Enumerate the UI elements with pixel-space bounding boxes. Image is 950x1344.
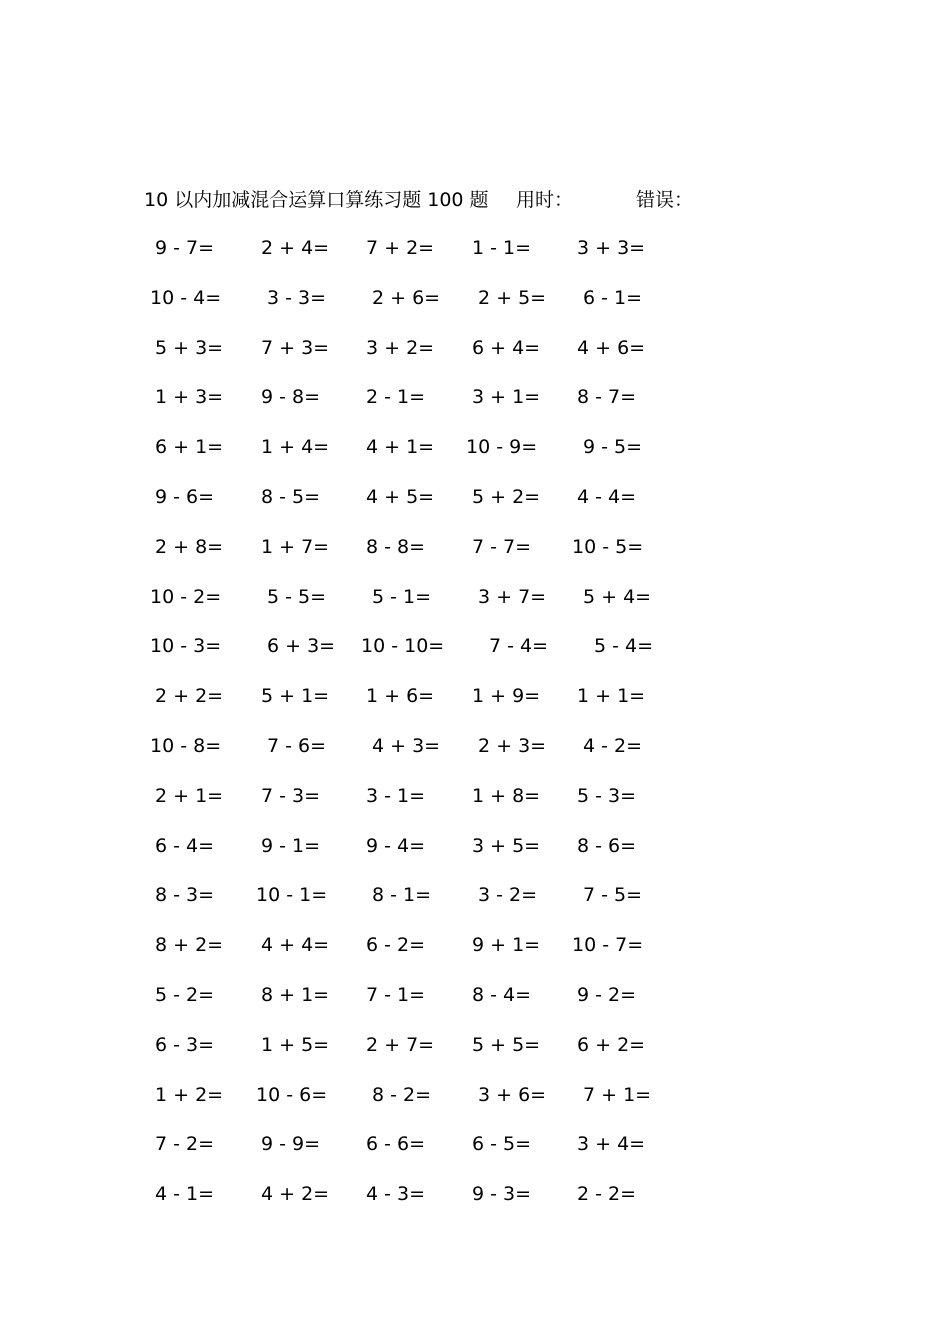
problem-item: 6 + 4= (472, 336, 541, 359)
problem-item: 4 + 4= (261, 934, 330, 957)
problem-item: 7 + 3= (261, 336, 330, 359)
problem-item: 2 - 2= (577, 1183, 637, 1206)
problem-item: 3 + 6= (478, 1083, 547, 1106)
problem-item: 8 - 4= (472, 983, 532, 1006)
problem-item: 4 + 3= (372, 734, 441, 757)
problem-item: 6 - 2= (366, 934, 426, 957)
problem-row (0, 880, 950, 930)
problem-item: 2 + 5= (478, 286, 547, 309)
problem-item: 10 - 8= (150, 734, 222, 757)
problem-item: 7 - 3= (261, 784, 321, 807)
problem-item: 10 - 7= (572, 934, 644, 957)
problem-row (0, 1129, 950, 1179)
problem-item: 1 + 1= (577, 685, 646, 708)
problem-item: 6 - 5= (472, 1133, 532, 1156)
problem-item: 3 + 7= (478, 585, 547, 608)
problem-item: 7 - 4= (489, 635, 549, 658)
problem-item: 5 + 4= (583, 585, 652, 608)
problem-item: 1 + 2= (155, 1083, 224, 1106)
problem-item: 4 - 1= (155, 1183, 215, 1206)
problem-item: 1 + 8= (472, 784, 541, 807)
problem-row (0, 532, 950, 582)
problem-row (0, 1080, 950, 1130)
problem-item: 8 - 2= (372, 1083, 432, 1106)
problem-item: 3 + 4= (577, 1133, 646, 1156)
problem-item: 9 - 1= (261, 834, 321, 857)
problem-item: 4 - 2= (583, 734, 643, 757)
problem-item: 1 + 6= (366, 685, 435, 708)
problem-row (0, 1030, 950, 1080)
problem-row (0, 382, 950, 432)
problem-item: 4 + 2= (261, 1183, 330, 1206)
problem-item: 2 + 1= (155, 784, 224, 807)
problem-item: 7 - 2= (155, 1133, 215, 1156)
problem-item: 2 + 2= (155, 685, 224, 708)
problem-item: 10 - 1= (256, 884, 328, 907)
problem-item: 1 + 7= (261, 535, 330, 558)
problem-item: 6 - 1= (583, 286, 643, 309)
problem-item: 5 + 3= (155, 336, 224, 359)
problem-item: 5 + 2= (472, 485, 541, 508)
worksheet-title: 10 以内加减混合运算口算练习题 100 题 (144, 189, 489, 211)
problem-item: 2 + 6= (372, 286, 441, 309)
worksheet-header (144, 185, 744, 215)
problem-row (0, 333, 950, 383)
problem-item: 7 - 6= (267, 734, 327, 757)
problem-item: 7 + 1= (583, 1083, 652, 1106)
problem-item: 2 - 1= (366, 386, 426, 409)
problem-item: 10 - 3= (150, 635, 222, 658)
problem-item: 9 - 3= (472, 1183, 532, 1206)
problem-row (0, 980, 950, 1030)
problem-item: 4 - 3= (366, 1183, 426, 1206)
problem-item: 8 - 6= (577, 834, 637, 857)
problem-item: 1 + 5= (261, 1033, 330, 1056)
errors-label: 错误： (636, 189, 694, 211)
problem-row (0, 631, 950, 681)
problem-item: 5 - 4= (594, 635, 654, 658)
problem-item: 6 + 2= (577, 1033, 646, 1056)
problem-item: 10 - 4= (150, 286, 222, 309)
problem-item: 5 - 1= (372, 585, 432, 608)
problem-item: 6 + 3= (267, 635, 336, 658)
problem-item: 1 + 3= (155, 386, 224, 409)
problem-item: 10 - 9= (466, 436, 538, 459)
problem-item: 3 + 5= (472, 834, 541, 857)
problem-item: 5 + 5= (472, 1033, 541, 1056)
problem-item: 6 + 1= (155, 436, 224, 459)
problem-item: 3 + 2= (366, 336, 435, 359)
problem-item: 4 + 1= (366, 436, 435, 459)
problem-row (0, 681, 950, 731)
problem-row (0, 582, 950, 632)
problem-row (0, 781, 950, 831)
problem-item: 9 - 4= (366, 834, 426, 857)
problem-item: 4 + 5= (366, 485, 435, 508)
problem-row (0, 930, 950, 980)
problem-item: 7 + 2= (366, 237, 435, 259)
problem-item: 8 + 2= (155, 934, 224, 957)
problem-item: 6 - 4= (155, 834, 215, 857)
problem-row (0, 283, 950, 333)
problem-item: 9 - 7= (155, 237, 215, 259)
time-used-label: 用时： (516, 189, 574, 211)
problem-item: 8 - 7= (577, 386, 637, 409)
problem-row (0, 1179, 950, 1229)
problem-grid (0, 233, 950, 1229)
problem-item: 5 - 5= (267, 585, 327, 608)
problem-item: 1 + 9= (472, 685, 541, 708)
problem-item: 3 - 3= (267, 286, 327, 309)
problem-item: 10 - 2= (150, 585, 222, 608)
problem-item: 2 + 3= (478, 734, 547, 757)
problem-item: 7 - 5= (583, 884, 643, 907)
problem-row (0, 831, 950, 881)
problem-item: 1 + 4= (261, 436, 330, 459)
problem-item: 5 - 2= (155, 983, 215, 1006)
problem-item: 3 - 1= (366, 784, 426, 807)
problem-item: 7 - 7= (472, 535, 532, 558)
problem-item: 3 + 1= (472, 386, 541, 409)
problem-item: 2 + 8= (155, 535, 224, 558)
problem-item: 8 - 8= (366, 535, 426, 558)
problem-item: 4 - 4= (577, 485, 637, 508)
problem-item: 2 + 4= (261, 237, 330, 259)
problem-item: 6 - 3= (155, 1033, 215, 1056)
problem-item: 5 - 3= (577, 784, 637, 807)
problem-item: 8 + 1= (261, 983, 330, 1006)
problem-row (0, 233, 950, 283)
problem-item: 3 + 3= (577, 237, 646, 259)
problem-item: 9 - 6= (155, 485, 215, 508)
problem-item: 6 - 6= (366, 1133, 426, 1156)
problem-row (0, 432, 950, 482)
problem-item: 4 + 6= (577, 336, 646, 359)
problem-row (0, 482, 950, 532)
problem-item: 1 - 1= (472, 237, 532, 259)
problem-item: 5 + 1= (261, 685, 330, 708)
problem-item: 7 - 1= (366, 983, 426, 1006)
problem-item: 9 - 9= (261, 1133, 321, 1156)
problem-item: 8 - 3= (155, 884, 215, 907)
problem-item: 9 - 2= (577, 983, 637, 1006)
problem-item: 9 - 8= (261, 386, 321, 409)
problem-item: 9 + 1= (472, 934, 541, 957)
problem-item: 9 - 5= (583, 436, 643, 459)
problem-item: 8 - 1= (372, 884, 432, 907)
problem-item: 2 + 7= (366, 1033, 435, 1056)
problem-row (0, 731, 950, 781)
problem-item: 10 - 5= (572, 535, 644, 558)
problem-item: 10 - 6= (256, 1083, 328, 1106)
problem-item: 8 - 5= (261, 485, 321, 508)
problem-item: 10 - 10= (361, 635, 445, 658)
problem-item: 3 - 2= (478, 884, 538, 907)
